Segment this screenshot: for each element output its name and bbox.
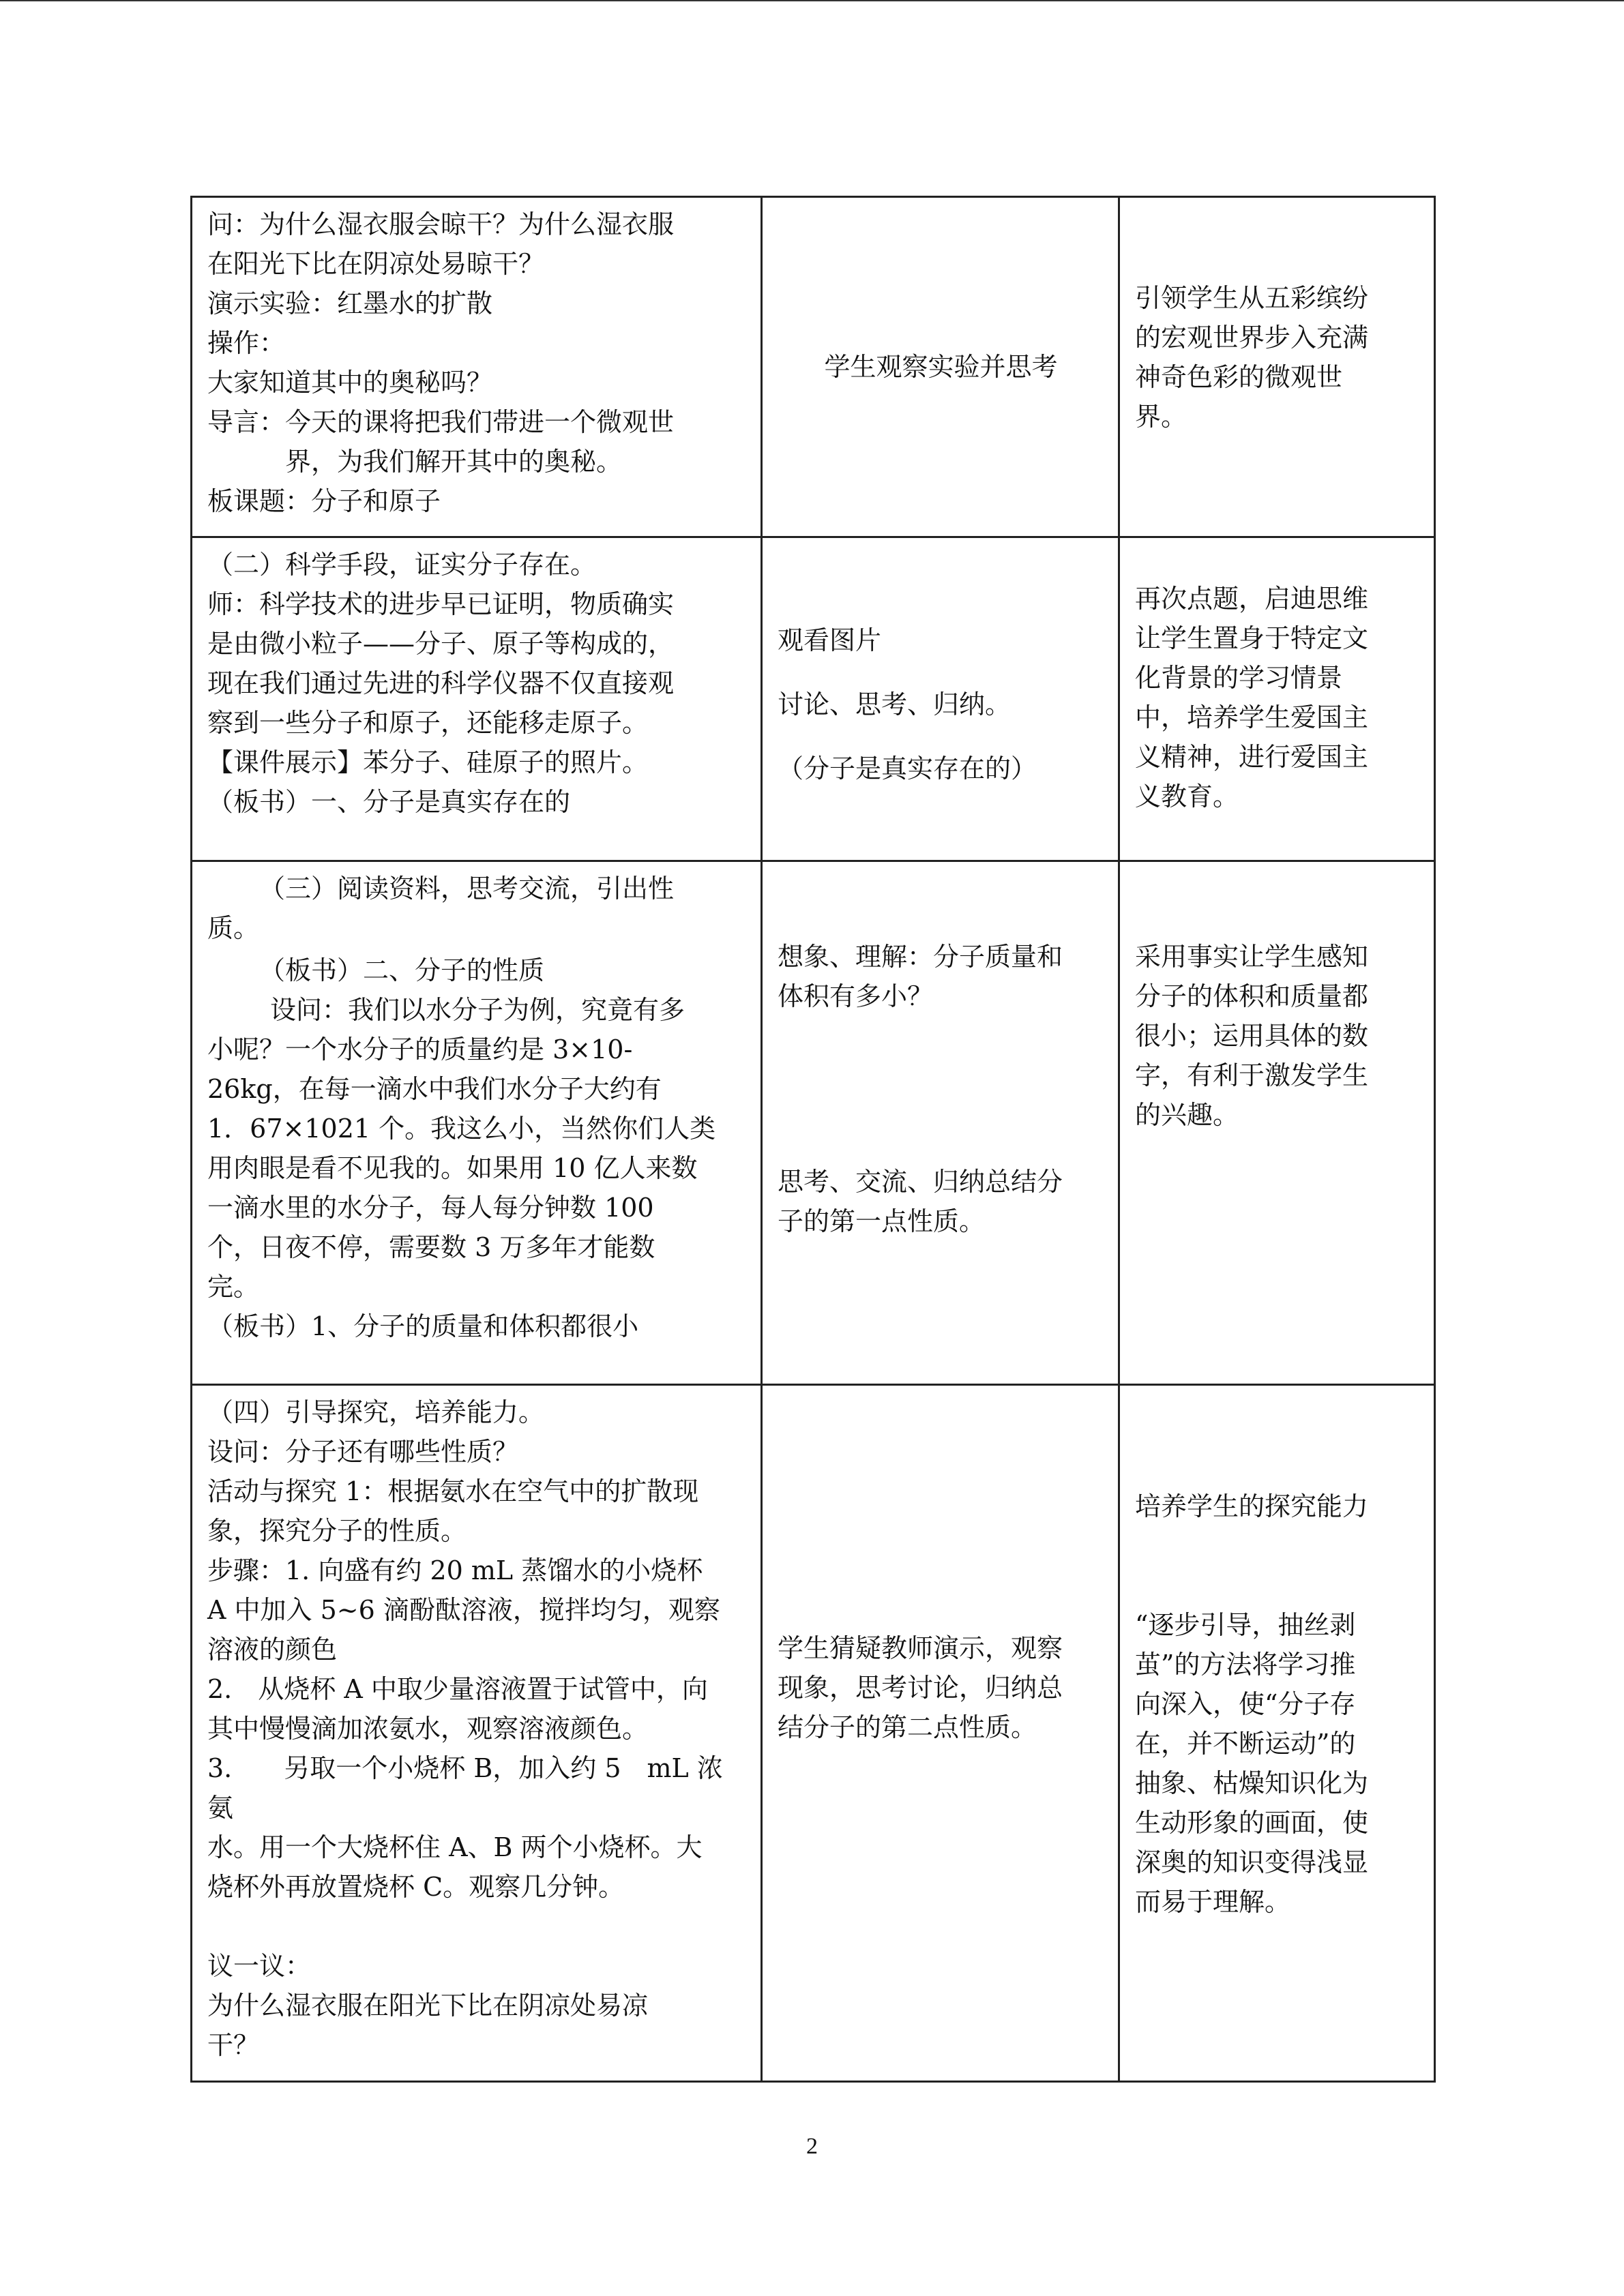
blank-line [207,1907,745,1946]
text-line: 结分子的第二点性质。 [778,1712,1037,1742]
text-line: 其中慢慢滴加浓氨水，观察溶液颜色。 [207,1714,649,1744]
text-line: 活动与探究 1：根据氨水在空气中的扩散现 [207,1476,699,1506]
text-line: 完。 [207,1272,260,1302]
table-row [192,861,1435,1385]
text-line: 现象，思考讨论，归纳总 [778,1673,1063,1703]
text-line: （板书）1、分子的质量和体积都很小 [207,1311,639,1341]
table-row [192,1385,1435,2082]
text-line: 抽象、枯燥知识化为 [1135,1768,1369,1798]
text-line: 导言：今天的课将把我们带进一个微观世 [207,407,675,437]
text-line: 再次点题，启迪思维 [1135,584,1369,614]
teacher-activity-cell [192,1385,762,2082]
text-line: 义精神，进行爱国主 [1135,742,1369,772]
text-line: 小呢？一个水分子的质量约是 3×10- [207,1034,633,1064]
text-line: 生动形象的画面，使 [1135,1808,1369,1838]
teacher-activity-cell [192,861,762,1385]
text-line: A 中加入 5~6 滴酚酞溶液，搅拌均匀，观察 [207,1595,720,1625]
text-line: 在阳光下比在阴凉处易晾干？ [207,249,545,279]
student-activity-cell [762,197,1119,537]
design-intent-cell [1119,861,1435,1385]
text-line: 用肉眼是看不见我的。如果用 10 亿人来数 [207,1153,698,1183]
text-line: 化背景的学习情景 [1135,663,1343,693]
text-line: 问：为什么湿衣服会晾干？为什么湿衣服 [207,209,675,239]
design-intent-content [1135,538,1420,816]
text-line: 讨论、思考、归纳。 [778,689,1012,719]
text-line: 师：科学技术的进步早已证明，物质确实 [207,589,675,619]
text-line: （分子是真实存在的） [778,754,1037,784]
text-line: 的兴趣。 [1135,1100,1239,1130]
design-intent-content [1135,198,1420,436]
text-line: 很小；运用具体的数 [1135,1021,1369,1051]
text-line: 界。 [1135,402,1187,432]
text-line: （板书）一、分子是真实存在的 [207,787,571,817]
student-activity-cell [762,1385,1119,2082]
text-line: 察到一些分子和原子，还能移走原子。 [207,708,649,738]
text-line: 一滴水里的水分子，每人每分钟数 100 [207,1193,654,1223]
text-line: 是由微小粒子——分子、原子等构成的， [207,629,675,659]
text-line: 3. 另取一个小烧杯 B，加入约 5 mL 浓氨 [207,1753,723,1823]
text-line: 溶液的颜色 [207,1635,338,1665]
text-line: 水。用一个大烧杯住 A、B 两个小烧杯。大 [207,1832,703,1862]
text-line: 子的第一点性质。 [778,1206,986,1236]
text-line: 分子的体积和质量都 [1135,981,1369,1011]
design-intent-cell [1119,537,1435,861]
teacher-activity-cell [192,197,762,537]
text-line: 想象、理解：分子质量和 [778,942,1063,972]
text-line: 向深入，使“分子存 [1135,1689,1356,1719]
text-line: 培养学生的探究能力 [1135,1491,1369,1521]
page-number: 2 [806,2134,818,2159]
design-intent-content [1135,862,1420,1135]
text-line: 学生观察实验并思考 [824,352,1058,382]
top-border-line [0,0,1624,1]
text-line: 深奥的知识变得浅显 [1135,1847,1369,1877]
text-line: 设问：分子还有哪些性质？ [207,1437,519,1467]
text-line: 茧”的方法将学习推 [1135,1650,1356,1680]
text-line: 板课题：分子和原子 [207,486,441,516]
text-line: 引领学生从五彩缤纷 [1135,283,1369,313]
text-line: 【课件展示】苯分子、硅原子的照片。 [207,747,649,777]
text-line: 字，有利于激发学生 [1135,1060,1369,1090]
text-line: 象，探究分子的性质。 [207,1516,467,1546]
design-intent-cell [1119,197,1435,537]
text-line: 而易于理解。 [1135,1887,1291,1917]
text-line: 1．67×1021 个。我这么小，当然你们人类 [207,1114,716,1144]
text-line: 神奇色彩的微观世 [1135,362,1343,392]
text-line: 在，并不断运动”的 [1135,1729,1356,1759]
student-activity-content [778,862,1104,1241]
text-line: 2. 从烧杯 A 中取少量溶液置于试管中，向 [207,1674,708,1704]
text-line: 体积有多小？ [778,981,934,1011]
text-line: 议一议： [207,1951,312,1981]
text-line: 学生猜疑教师演示，观察 [778,1633,1063,1663]
design-intent-content [1135,1386,1420,1922]
text-line: 26kg，在每一滴水中我们水分子大约有 [207,1074,662,1104]
table-row [192,197,1435,537]
design-intent-cell [1119,1385,1435,2082]
text-line: 个，日夜不停，需要数 3 万多年才能数 [207,1232,655,1262]
teacher-activity-cell [192,537,762,861]
text-line: 观看图片 [778,625,882,655]
lesson-plan-table [190,196,1436,2083]
text-line: 思考、交流、归纳总结分 [778,1167,1063,1197]
text-line: （四）引导探究，培养能力。 [207,1397,545,1427]
text-line: 质。 [207,913,260,943]
text-line: 义教育。 [1135,781,1239,811]
student-activity-cell [762,861,1119,1385]
text-line: 演示实验：红墨水的扩散 [207,288,493,318]
table-row [192,537,1435,861]
student-activity-content [778,1386,1104,1747]
text-line: （三）阅读资料，思考交流，引出性 [259,874,675,904]
text-line: 采用事实让学生感知 [1135,942,1369,972]
text-line: 步骤：1. 向盛有约 20 mL 蒸馏水的小烧杯 [207,1555,703,1585]
text-line: 大家知道其中的奥秘吗？ [207,368,493,398]
text-line: 干？ [207,2030,260,2060]
text-line: 界，为我们解开其中的奥秘。 [285,447,623,477]
text-line: 让学生置身于特定文 [1135,623,1369,653]
text-line: 现在我们通过先进的科学仪器不仅直接观 [207,668,675,698]
text-line: 为什么湿衣服在阳光下比在阴凉处易凉 [207,1991,649,2021]
student-activity-content [778,198,1104,536]
text-line: “逐步引导，抽丝剥 [1135,1610,1356,1640]
student-activity-content [778,538,1104,788]
text-line: 设问：我们以水分子为例，究竟有多 [270,995,685,1025]
text-line: （二）科学手段，证实分子存在。 [207,550,597,580]
text-line: 的宏观世界步入充满 [1135,323,1369,353]
text-line: 操作： [207,328,286,358]
student-activity-cell [762,537,1119,861]
text-line: 中，培养学生爱国主 [1135,702,1369,732]
text-line: （板书）二、分子的性质 [259,955,545,985]
text-line: 烧杯外再放置烧杯 C。观察几分钟。 [207,1872,625,1902]
